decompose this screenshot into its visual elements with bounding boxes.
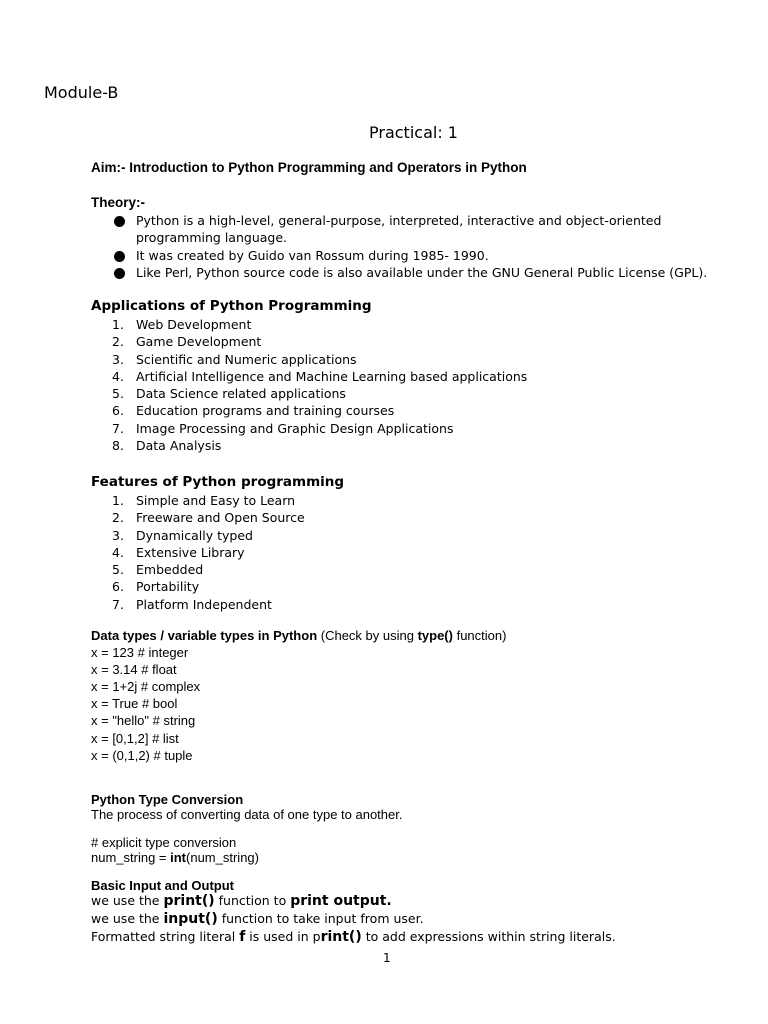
page-number: 1 bbox=[383, 951, 391, 965]
list-item: 4. Artificial Intelligence and Machine Learning based applications bbox=[112, 368, 528, 384]
io-line-print: we use the print() function to print output. bbox=[91, 893, 392, 909]
list-item: 8. Data Analysis bbox=[112, 438, 222, 454]
io-heading: Basic Input and Output bbox=[91, 878, 234, 893]
code-line: x = 123 # integer bbox=[91, 645, 189, 660]
theory-heading: Theory:- bbox=[91, 195, 145, 210]
code-line: x = [0,1,2] # list bbox=[91, 731, 179, 746]
list-item: 6. Portability bbox=[112, 579, 200, 595]
list-item: 7. Image Processing and Graphic Design Applications bbox=[112, 420, 454, 436]
features-list bbox=[112, 492, 305, 613]
list-item: 6. Education programs and training courses bbox=[112, 403, 395, 419]
list-item: 1. Web Development bbox=[112, 317, 252, 332]
theory-bullet-text: Python is a high-level, general-purpose, interpreted, interactive and object-oriented programming language. bbox=[136, 213, 662, 246]
type-conversion-description: The process of converting data of one type to another. bbox=[91, 807, 403, 822]
aim-line: Aim:- Introduction to Python Programming and Operators in Python bbox=[91, 160, 527, 175]
theory-bullet-item bbox=[112, 212, 716, 247]
io-line-input: we use the input() function to take input from user. bbox=[91, 911, 424, 927]
applications-heading: Applications of Python Programming bbox=[91, 298, 372, 314]
theory-bullet-text: It was created by Guido van Rossum during 1985- 1990. bbox=[136, 247, 489, 263]
list-item: 7. Platform Independent bbox=[112, 596, 272, 612]
list-item: 3. Dynamically typed bbox=[112, 527, 253, 543]
list-item: 4. Extensive Library bbox=[112, 544, 245, 560]
list-item: 5. Data Science related applications bbox=[112, 386, 346, 402]
practical-title: Practical: 1 bbox=[369, 123, 458, 142]
code-line: x = "hello" # string bbox=[91, 713, 196, 728]
code-line: x = (0,1,2) # tuple bbox=[91, 748, 193, 763]
code-line: x = True # bool bbox=[91, 696, 178, 711]
list-item: 5. Embedded bbox=[112, 562, 204, 578]
module-label: Module-B bbox=[44, 83, 119, 102]
theory-bullet-list bbox=[112, 212, 716, 281]
code-comment: # explicit type conversion bbox=[91, 835, 237, 850]
theory-bullet-item bbox=[112, 247, 716, 264]
list-item: 1. Simple and Easy to Learn bbox=[112, 493, 296, 508]
theory-bullet-item bbox=[112, 264, 716, 281]
bullet-icon bbox=[114, 268, 125, 279]
code-line: x = 1+2j # complex bbox=[91, 679, 201, 694]
bullet-icon bbox=[114, 216, 125, 227]
bullet-icon bbox=[114, 251, 125, 262]
code-line: num_string = int(num_string) bbox=[91, 850, 259, 865]
features-heading: Features of Python programming bbox=[91, 474, 345, 490]
io-line-fstring: Formatted string literal f is used in print() to add expressions within string literals. bbox=[91, 929, 616, 945]
list-item: 2. Game Development bbox=[112, 334, 262, 350]
applications-list bbox=[112, 316, 527, 454]
theory-bullet-text: Like Perl, Python source code is also available under the GNU General Public License (GPL). bbox=[136, 264, 708, 280]
type-conversion-heading: Python Type Conversion bbox=[91, 792, 244, 807]
list-item: 3. Scientific and Numeric applications bbox=[112, 351, 357, 367]
code-line: x = 3.14 # float bbox=[91, 662, 177, 677]
data-types-heading: Data types / variable types in Python (Check by using type() function) bbox=[91, 628, 507, 643]
list-item: 2. Freeware and Open Source bbox=[112, 510, 305, 526]
